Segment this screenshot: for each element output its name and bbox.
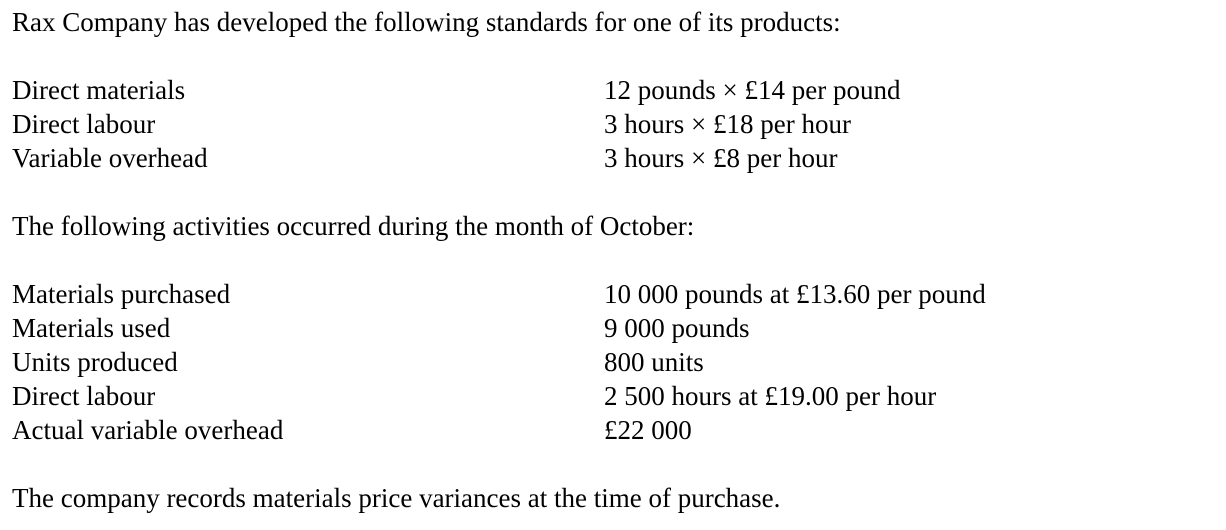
- activities-value: £22 000: [604, 415, 692, 445]
- standards-value: 3 hours × £8 per hour: [604, 143, 838, 173]
- activities-value: 800 units: [604, 347, 704, 377]
- activities-value: 2 500 hours at £19.00 per hour: [604, 381, 937, 411]
- standards-value: 3 hours × £18 per hour: [604, 109, 851, 139]
- standards-table: [12, 73, 1212, 175]
- activities-label: Units produced: [12, 347, 178, 377]
- activities-value: 10 000 pounds at £13.60 per pound: [604, 279, 986, 309]
- activities-label: Direct labour: [12, 381, 156, 411]
- activities-row: [12, 277, 1212, 311]
- activities-intro-paragraph: The following activities occurred during the month of October:: [12, 211, 695, 241]
- activities-label: Materials purchased: [12, 279, 231, 309]
- intro-paragraph: Rax Company has developed the following standards for one of its products:: [12, 7, 841, 37]
- standards-row: [12, 73, 1212, 107]
- standards-row: [12, 141, 1212, 175]
- activities-value: 9 000 pounds: [604, 313, 750, 343]
- activities-table: [12, 277, 1212, 447]
- activities-row: [12, 345, 1212, 379]
- activities-label: Materials used: [12, 313, 171, 343]
- standards-value: 12 pounds × £14 per pound: [604, 75, 901, 105]
- activities-row: [12, 413, 1212, 447]
- standards-label: Variable overhead: [12, 143, 208, 173]
- closing-paragraph: The company records materials price variances at the time of purchase.: [12, 483, 781, 513]
- standards-label: Direct labour: [12, 109, 156, 139]
- activities-label: Actual variable overhead: [12, 415, 284, 445]
- standards-row: [12, 107, 1212, 141]
- standards-label: Direct materials: [12, 75, 186, 105]
- activities-row: [12, 379, 1212, 413]
- activities-row: [12, 311, 1212, 345]
